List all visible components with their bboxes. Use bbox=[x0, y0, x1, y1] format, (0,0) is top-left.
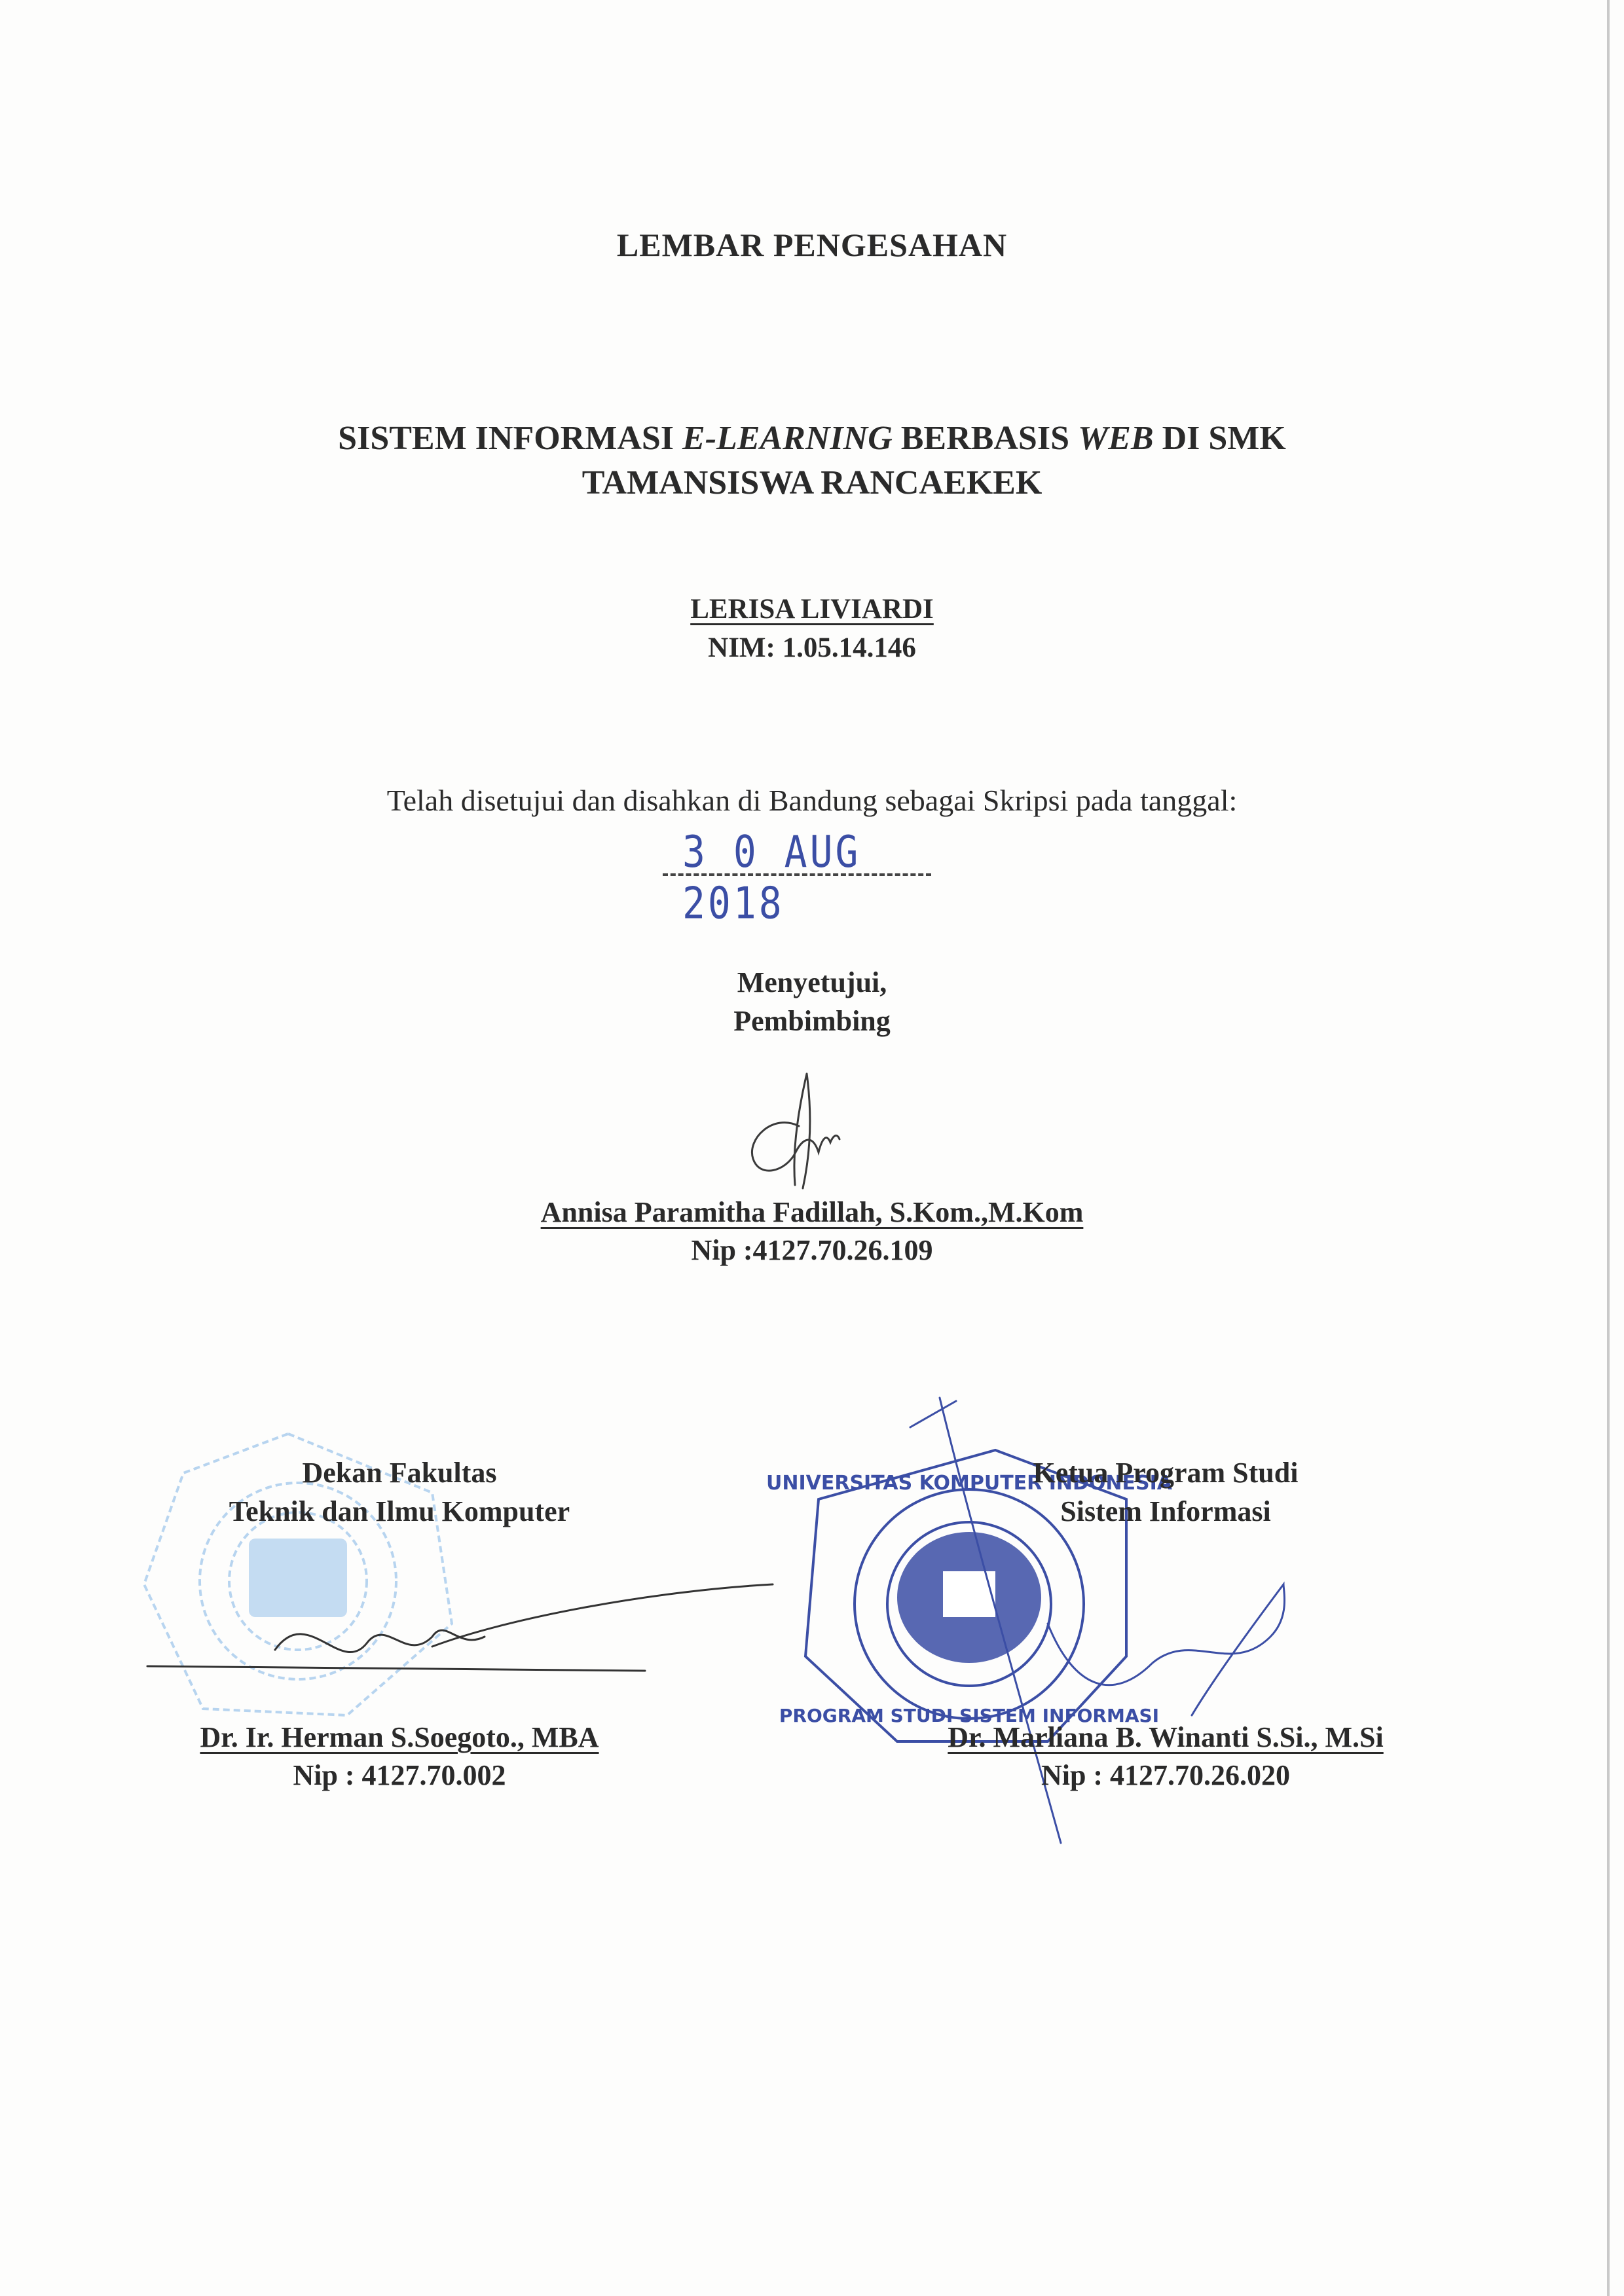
dean-nip: Nip : 4127.70.002 bbox=[293, 1759, 506, 1791]
program-seal-top-text: UNIVERSITAS KOMPUTER INDONESIA bbox=[766, 1472, 1172, 1495]
head-role-line1: Ketua Program Studi bbox=[1033, 1457, 1299, 1489]
head-nip: Nip : 4127.70.26.020 bbox=[1041, 1759, 1291, 1791]
thesis-title-part: DI SMK bbox=[1153, 420, 1286, 457]
dean-role-line2: Teknik dan Ilmu Komputer bbox=[229, 1495, 570, 1527]
thesis-title-italic: E-LEARNING bbox=[682, 420, 893, 457]
advisor-name: Annisa Paramitha Fadillah, S.Kom.,M.Kom bbox=[540, 1196, 1084, 1228]
head-name: Dr. Marliana B. Winanti S.Si., M.Si bbox=[948, 1721, 1384, 1753]
author-name: LERISA LIVIARDI bbox=[690, 594, 934, 625]
thesis-title-part: SISTEM INFORMASI bbox=[338, 420, 683, 457]
program-seal-bottom-text: PROGRAM STUDI SISTEM INFORMASI bbox=[779, 1705, 1160, 1726]
approve-label: Menyetujui, bbox=[737, 966, 887, 998]
head-role-line2: Sistem Informasi bbox=[1060, 1495, 1271, 1527]
thesis-title-line2: TAMANSISWA RANCAEKEK bbox=[581, 464, 1043, 501]
document-title: LEMBAR PENGESAHAN bbox=[616, 227, 1008, 263]
date-stamp-text: 3 0 AUG 2018 bbox=[682, 826, 861, 929]
approval-statement: Telah disetujui dan disahkan di Bandung sebagai Skripsi pada tanggal: bbox=[386, 784, 1238, 817]
dean-role-line1: Dekan Fakultas bbox=[302, 1457, 497, 1489]
advisor-role: Pembimbing bbox=[733, 1005, 891, 1037]
advisor-nip: Nip :4127.70.26.109 bbox=[691, 1234, 933, 1266]
dean-name: Dr. Ir. Herman S.Soegoto., MBA bbox=[200, 1721, 599, 1753]
thesis-title-italic: WEB bbox=[1077, 420, 1154, 457]
author-nim: NIM: 1.05.14.146 bbox=[708, 632, 916, 663]
thesis-title-part: BERBASIS bbox=[892, 420, 1078, 457]
